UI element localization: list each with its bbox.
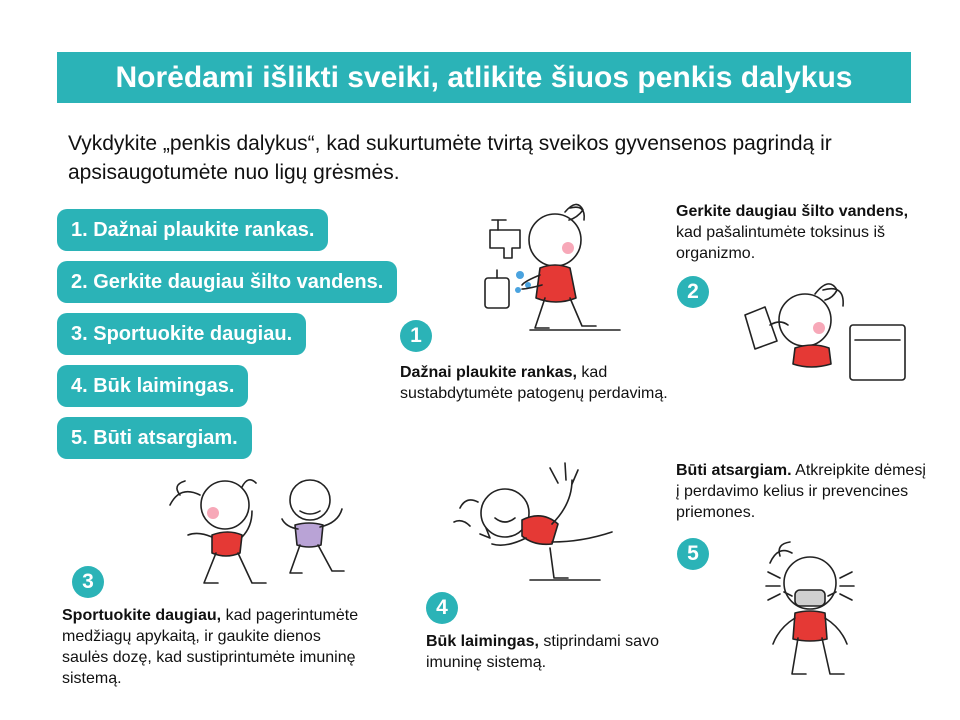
caption-3 — [62, 605, 362, 689]
tip-pill-3: 3. Sportuokite daugiau. — [57, 313, 306, 355]
caption-5-bold: Būti atsargiam. — [676, 462, 792, 479]
happy-illustration — [440, 458, 640, 588]
tip-pill-2: 2. Gerkite daugiau šilto vandens. — [57, 261, 397, 303]
step-number-1: 1 — [400, 320, 432, 352]
step-number-4: 4 — [426, 592, 458, 624]
caption-3-bold: Sportuokite daugiau, — [62, 607, 222, 624]
caption-4-text: stiprindami savo imuninę sistemą. — [426, 633, 659, 671]
page-title: Norėdami išlikti sveiki, atlikite šiuos penkis dalykus — [57, 52, 911, 103]
caption-2-text: kad pašalintumėte toksinus iš organizmo. — [676, 224, 885, 262]
caption-1-text: kad sustabdytumėte patogenų perdavimą. — [400, 364, 668, 402]
intro-text: Vykdykite „penkis dalykus“, kad sukurtumėte tvirtą sveikos gyvensenos pagrindą ir apsisaugotumėte nuo ligų grėsmės. — [68, 132, 832, 184]
tip-pill-4: 4. Būk laimingas. — [57, 365, 248, 407]
drinking-water-illustration — [735, 270, 915, 390]
caption-4 — [426, 631, 686, 673]
step-number-5: 5 — [677, 538, 709, 570]
caption-5 — [676, 460, 926, 523]
caption-1-bold: Dažnai plaukite rankas, — [400, 364, 577, 381]
tip-pill-5: 5. Būti atsargiam. — [57, 417, 252, 459]
handwashing-illustration — [470, 190, 660, 340]
caption-2-bold: Gerkite daugiau šilto vandens, — [676, 203, 909, 220]
step-number-2: 2 — [677, 276, 709, 308]
caption-3-text: kad pagerintumėte medžiagų apykaitą, ir gaukite dienos saulės dozę, kad sustiprintumėte imuninę sistemą. — [62, 607, 359, 687]
exercise-illustration — [150, 465, 370, 595]
caption-2 — [676, 201, 921, 264]
step-number-3: 3 — [72, 566, 104, 598]
caption-4-bold: Būk laimingas, — [426, 633, 539, 650]
caption-5-text: Atkreipkite dėmesį į perdavimo kelius ir prevencines priemones. — [676, 462, 926, 521]
caption-1 — [400, 362, 670, 404]
careful-illustration — [740, 538, 880, 688]
tip-pill-1: 1. Dažnai plaukite rankas. — [57, 209, 328, 251]
